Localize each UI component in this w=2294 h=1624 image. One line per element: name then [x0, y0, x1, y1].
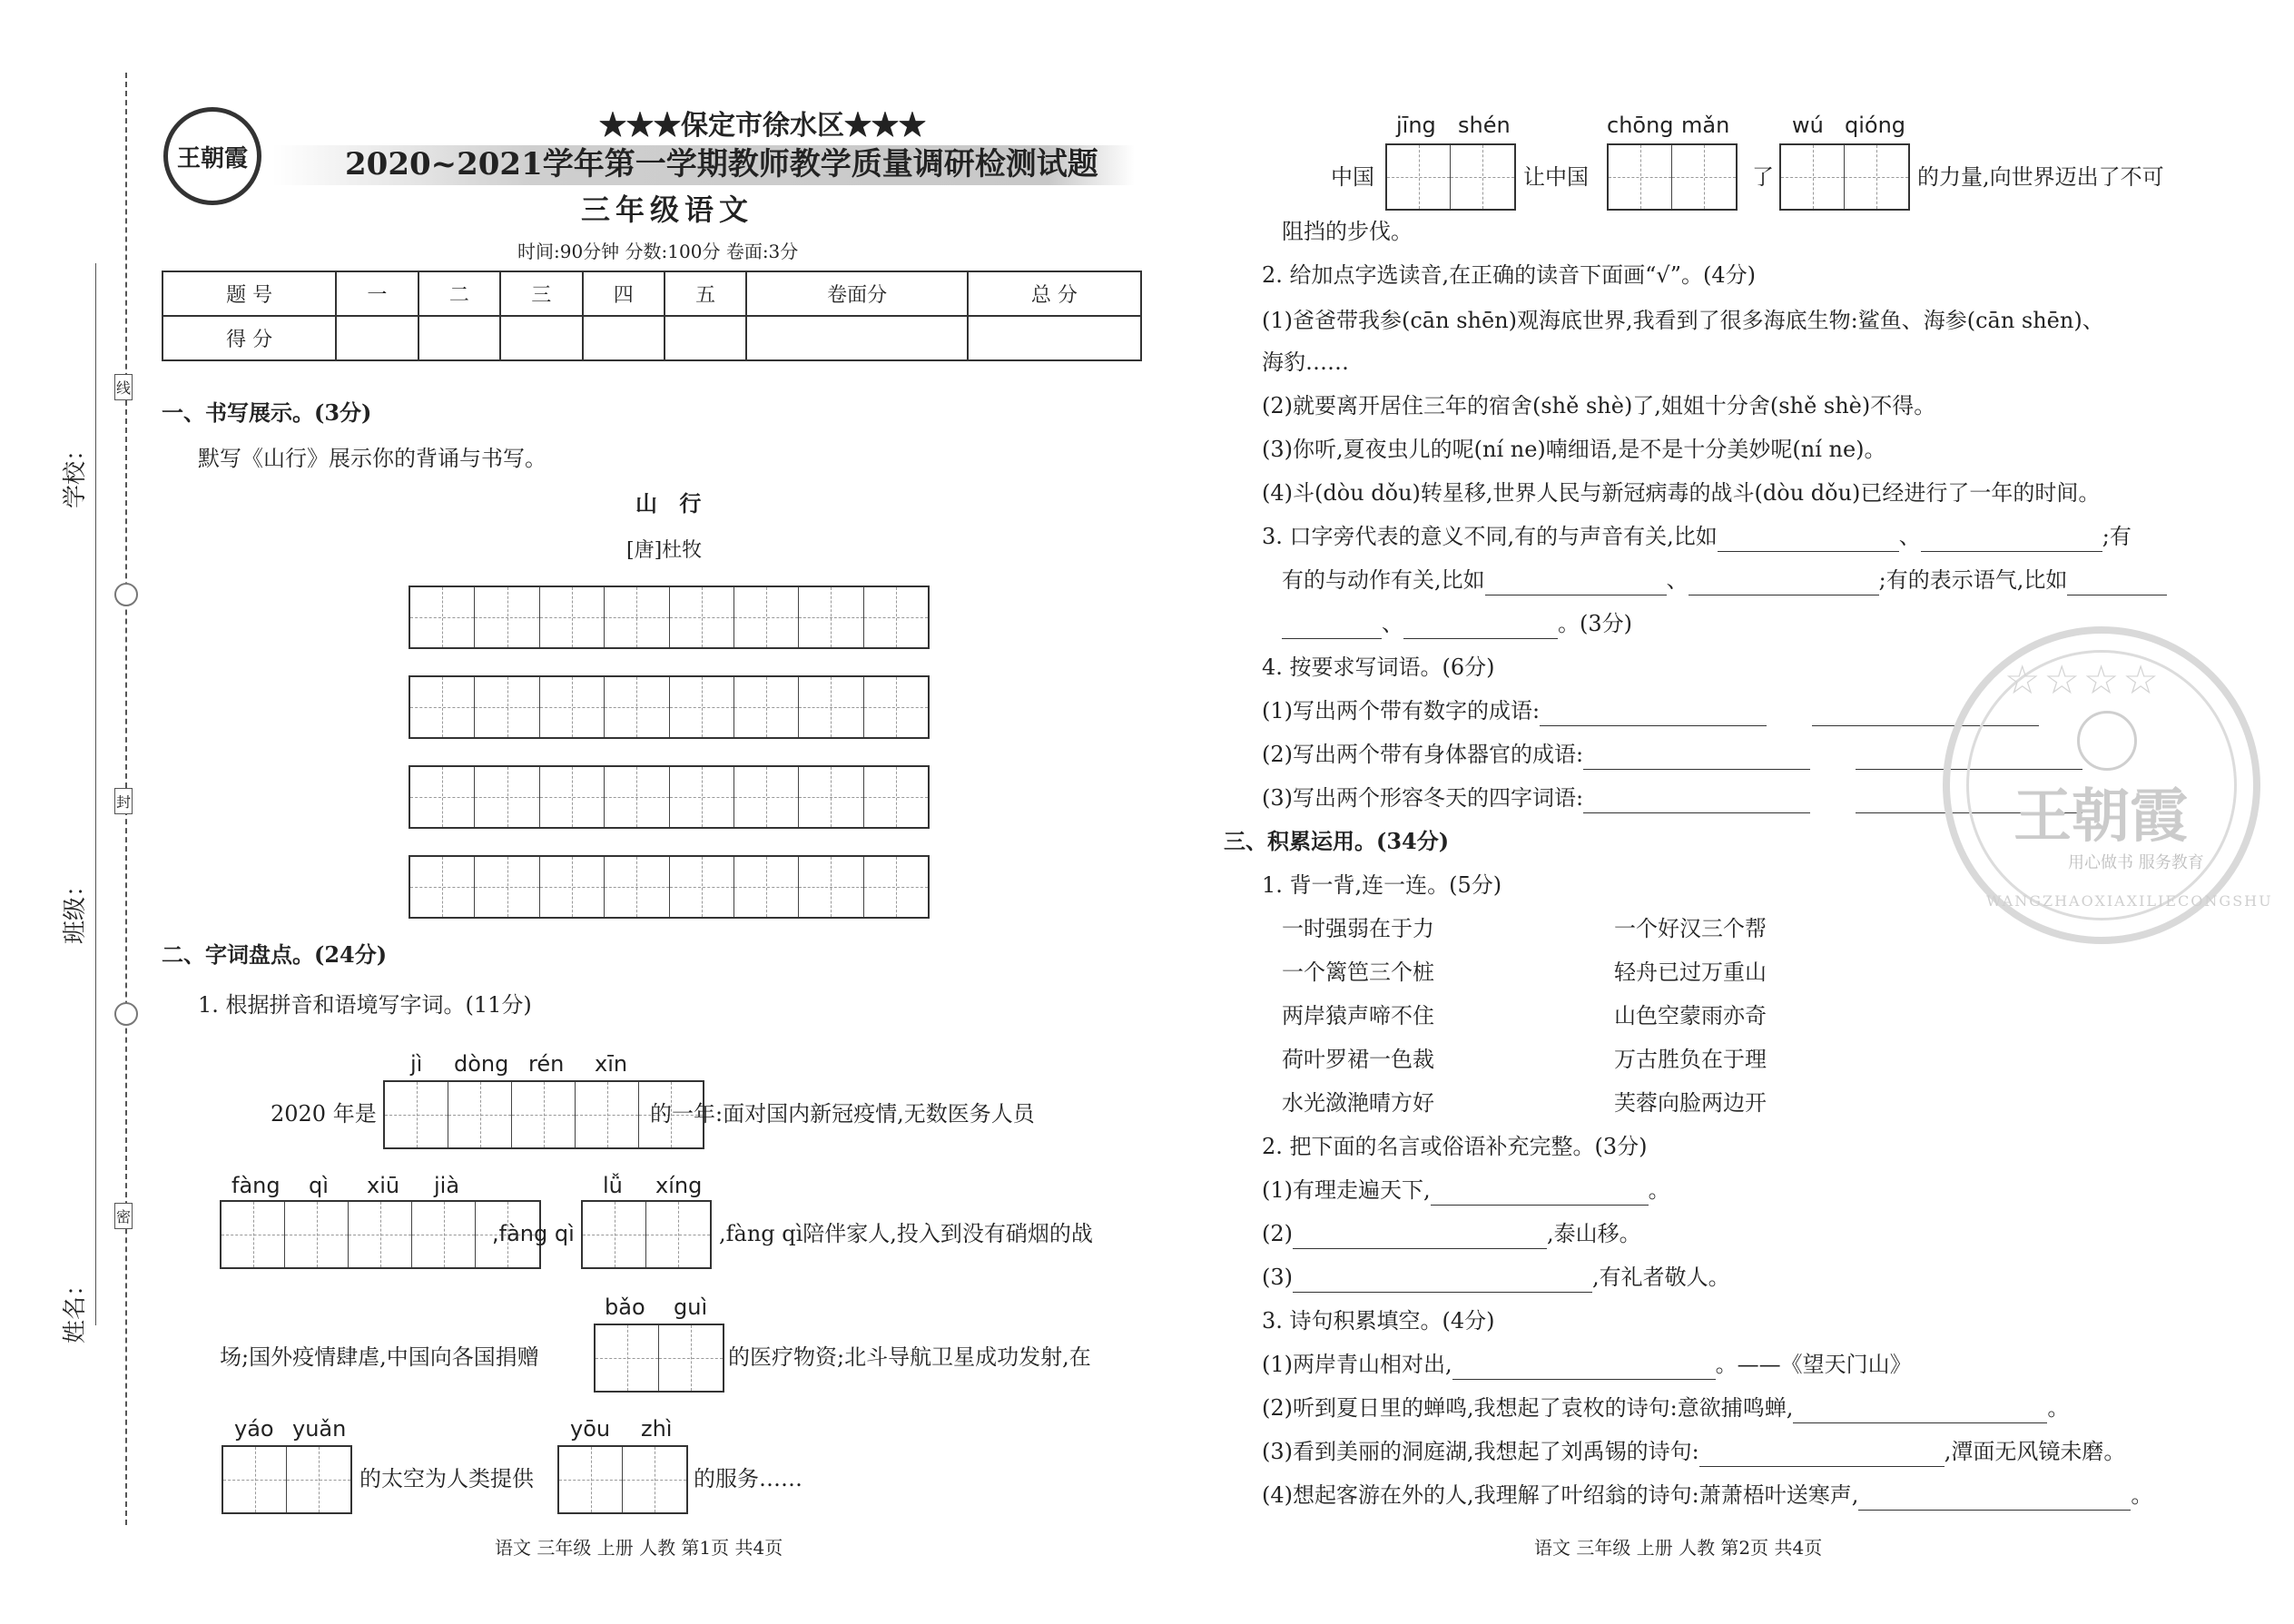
- match-left-5[interactable]: 水光潋滟晴方好: [1282, 1090, 1434, 1116]
- proverb-item-3: [1262, 1262, 1730, 1293]
- section1-heading: 一、书写展示。(3分): [162, 399, 372, 426]
- answer-blank[interactable]: [1583, 789, 1810, 813]
- score-cell[interactable]: [418, 316, 500, 360]
- q2-item-3: (3)你听,夏夜虫儿的呢(ní ne)喃细语,是不是十分美妙呢(ní ne)。: [1262, 437, 1886, 462]
- q3-text-a: 3. 口字旁代表的意义不同,有的与声音有关,比如: [1262, 524, 1718, 549]
- fill-heading: 3. 诗句积累填空。(4分): [1262, 1308, 1495, 1334]
- poem-writing-row[interactable]: [409, 675, 930, 739]
- logo-text: 王朝霞: [176, 144, 248, 172]
- right-page-footer: 语文 三年级 上册 人教 第2页 共4页: [1534, 1537, 1823, 1559]
- poem-writing-row[interactable]: [409, 855, 930, 919]
- answer-grid-youzhi[interactable]: [557, 1445, 688, 1514]
- answer-blank[interactable]: [1583, 745, 1810, 770]
- pinyin-ji: jì: [410, 1051, 423, 1077]
- answer-grid-lvxing[interactable]: [581, 1200, 712, 1269]
- fill-1-text: (1)两岸青山相对出,: [1262, 1352, 1452, 1377]
- match-right-2[interactable]: 轻舟已过万重山: [1614, 960, 1767, 985]
- pinyin-you: yōu: [570, 1416, 611, 1442]
- match-left-4[interactable]: 荷叶罗裙一色裁: [1282, 1047, 1434, 1072]
- proverb-item-2: [1262, 1218, 1641, 1249]
- score-cell: 总 分: [968, 271, 1141, 316]
- q2-item-2: (2)就要离开居住三年的宿舍(shě shè)了,姐姐十分舍(shě shè)不得。: [1262, 393, 1936, 418]
- seal-sub-text: 用心做书 服务教育: [2068, 853, 2204, 872]
- class-label: 班级：: [62, 872, 89, 944]
- score-cell[interactable]: [336, 316, 418, 360]
- answer-blank[interactable]: [1718, 527, 1899, 552]
- q4-item-1-label: (1)写出两个带有数字的成语:: [1262, 698, 1541, 723]
- r-line-suffix: 的力量,向世界迈出了不可: [1917, 164, 2164, 190]
- proverb-2-text: ,泰山移。: [1547, 1221, 1641, 1246]
- answer-grid-jingshen[interactable]: [1385, 143, 1516, 211]
- seal-avatar-icon: [2077, 711, 2137, 771]
- q3-line1: 3. 口字旁代表的意义不同,有的与声音有关,比如 、 ;有: [1262, 521, 2132, 552]
- answer-blank[interactable]: [1699, 1442, 1944, 1467]
- inline-pinyin-fangqi: ,fàng qì: [492, 1221, 575, 1246]
- answer-blank[interactable]: [1858, 1486, 2131, 1511]
- score-table-row: [162, 316, 1141, 360]
- answer-blank[interactable]: [1485, 571, 1667, 595]
- answer-grid-yaoyuan[interactable]: [222, 1445, 352, 1514]
- poem-title: 山 行: [635, 490, 709, 517]
- proverb-3-num: (3): [1262, 1265, 1293, 1290]
- pinyin-jing: jīng: [1396, 113, 1436, 138]
- score-cell[interactable]: [583, 316, 665, 360]
- region-title: ★★★保定市徐水区★★★: [599, 110, 926, 142]
- score-cell: 二: [418, 271, 500, 316]
- answer-blank[interactable]: [1921, 527, 2102, 552]
- pinyin-xiu: xiū: [367, 1173, 400, 1198]
- q4-item-3-label: (3)写出两个形容冬天的四字词语:: [1262, 785, 1584, 811]
- poem-author: [唐]杜牧: [626, 539, 703, 562]
- logo: [163, 107, 261, 205]
- answer-blank[interactable]: [1293, 1268, 1592, 1293]
- answer-blank[interactable]: [1540, 702, 1767, 726]
- name-label: 姓名：: [62, 1272, 89, 1343]
- pinyin-qi: qì: [309, 1173, 329, 1198]
- fill-item-1: [1262, 1349, 1912, 1380]
- score-cell[interactable]: [665, 316, 746, 360]
- section1-instruction: 默写《山行》展示你的背诵与书写。: [198, 446, 546, 471]
- q4-item-2-label: (2)写出两个带有身体器官的成语:: [1262, 742, 1584, 767]
- pinyin-gui: guì: [674, 1294, 708, 1320]
- q1-heading: 1. 根据拼音和语境写字词。(11分): [198, 992, 532, 1018]
- r-line-mid2: 了: [1752, 164, 1774, 190]
- pinyin-zhi: zhì: [641, 1416, 673, 1442]
- watermark-seal: [1943, 626, 2273, 944]
- answer-blank[interactable]: [1282, 615, 1382, 639]
- score-cell[interactable]: [968, 316, 1141, 360]
- r-line-prefix: 中国: [1331, 164, 1374, 190]
- answer-blank[interactable]: [1431, 1181, 1649, 1206]
- match-right-4[interactable]: 万古胜负在于理: [1614, 1047, 1767, 1072]
- score-cell: 题 号: [162, 271, 336, 316]
- score-cell: 卷面分: [746, 271, 967, 316]
- q3-line3: 、 。(3分): [1282, 608, 1632, 639]
- q3-text-d: 。(3分): [1558, 611, 1632, 636]
- pinyin-bao: bǎo: [605, 1294, 645, 1320]
- match-right-5[interactable]: 芙蓉向脸两边开: [1614, 1090, 1767, 1116]
- left-page-footer: 语文 三年级 上册 人教 第1页 共4页: [495, 1537, 783, 1559]
- proverb-1-text: (1)有理走遍天下,: [1262, 1177, 1431, 1203]
- pinyin-jia: jià: [434, 1173, 460, 1198]
- fill-2-text: (2)听到夏日里的蝉鸣,我想起了袁枚的诗句:意欲捕鸣蝉,: [1262, 1395, 1794, 1421]
- pinyin-wu: wú: [1792, 113, 1824, 138]
- r-line-mid1: 让中国: [1523, 164, 1589, 190]
- section2-heading: 二、字词盘点。(24分): [162, 941, 388, 968]
- r-line-continue: 阻挡的步伐。: [1282, 219, 1413, 244]
- answer-blank[interactable]: [1689, 571, 1879, 595]
- fill-item-3: [1262, 1436, 2125, 1467]
- proverb-2-num: (2): [1262, 1221, 1293, 1246]
- line4-suffix: 的服务……: [694, 1466, 802, 1491]
- pinyin-man: mǎn: [1681, 113, 1730, 138]
- pinyin-yuan: yuǎn: [292, 1416, 347, 1442]
- score-cell: 一: [336, 271, 418, 316]
- answer-grid-baogui[interactable]: [594, 1324, 724, 1393]
- answer-blank[interactable]: [1452, 1355, 1716, 1380]
- score-cell[interactable]: [746, 316, 967, 360]
- score-table-header-row: [162, 271, 1141, 316]
- q4-item-1: [1262, 695, 2039, 726]
- answer-grid-wuqiong[interactable]: [1779, 143, 1910, 211]
- fill-item-4: (4)想起客游在外的人,我理解了叶绍翁的诗句:萧萧梧叶送寒声, 。: [1262, 1480, 2152, 1511]
- match-left-2[interactable]: 一个篱笆三个桩: [1282, 960, 1434, 985]
- binding-mark-xian: 线: [114, 374, 133, 400]
- poem-writing-row[interactable]: [409, 765, 930, 829]
- answer-blank[interactable]: [1293, 1225, 1547, 1249]
- match-heading: 1. 背一背,连一连。(5分): [1262, 872, 1502, 898]
- binding-hole-top: [114, 583, 138, 606]
- line4-middle: 的太空为人类提供: [359, 1466, 534, 1491]
- q2-item-1: (1)爸爸带我参(cān shēn)观海底世界,我看到了很多海底生物:鲨鱼、海参(cān shēn)、: [1262, 308, 2104, 333]
- school-label: 学校：: [62, 437, 89, 508]
- line3-prefix: 场;国外疫情肆虐,中国向各国捐赠: [220, 1344, 539, 1370]
- q2-item-1-cont: 海豹……: [1262, 349, 1349, 375]
- binding-line-left: [95, 263, 96, 1325]
- fill-4-text: (4)想起客游在外的人,我理解了叶绍翁的诗句:萧萧梧叶送寒声,: [1262, 1482, 1859, 1508]
- pinyin-shen: shén: [1458, 113, 1511, 138]
- proverb-item-1: (1)有理走遍天下, 。: [1262, 1175, 1670, 1206]
- match-right-1[interactable]: 一个好汉三个帮: [1614, 916, 1767, 941]
- pinyin-ren: rén: [528, 1051, 565, 1077]
- seal-main-text: 王朝霞: [2013, 782, 2188, 851]
- binding-mark-feng: 封: [114, 788, 133, 814]
- answer-grid-chongman[interactable]: [1607, 143, 1738, 211]
- line1-prefix: 2020 年是: [271, 1101, 377, 1127]
- pinyin-qiong: qióng: [1845, 113, 1906, 138]
- answer-blank[interactable]: [1403, 615, 1558, 639]
- line1-suffix: 的一年:面对国内新冠疫情,无数医务人员: [650, 1101, 1035, 1127]
- exam-title: 2020~2021学年第一学期教师教学质量调研检测试题: [345, 146, 1098, 182]
- subject-title: 三年级语文: [581, 192, 754, 227]
- score-cell: 三: [500, 271, 582, 316]
- score-cell: 得 分: [162, 316, 336, 360]
- proverb-heading: 2. 把下面的名言或俗语补充完整。(3分): [1262, 1134, 1648, 1159]
- score-cell[interactable]: [500, 316, 582, 360]
- pinyin-xing: xíng: [655, 1173, 703, 1198]
- pinyin-fang: fàng: [231, 1173, 281, 1198]
- score-table: [162, 271, 1142, 361]
- q2-item-4: (4)斗(dòu dǒu)转星移,世界人民与新冠病毒的战斗(dòu dǒu)已经进行了一年的时间。: [1262, 480, 2101, 506]
- pinyin-lv: lǚ: [603, 1173, 623, 1198]
- answer-blank[interactable]: [2067, 571, 2167, 595]
- binding-mark-mi: 密: [114, 1203, 133, 1229]
- poem-writing-row[interactable]: [409, 586, 930, 649]
- pinyin-dong: dòng: [454, 1051, 509, 1077]
- fill-3-text: (3)看到美丽的洞庭湖,我想起了刘禹锡的诗句:: [1262, 1439, 1699, 1464]
- section3-heading: 三、积累运用。(34分): [1224, 828, 1450, 854]
- binding-hole-bottom: [114, 1002, 138, 1026]
- line2-suffix: ,fàng qì陪伴家人,投入到没有硝烟的战: [719, 1221, 1093, 1246]
- match-left-3[interactable]: 两岸猿声啼不住: [1282, 1003, 1434, 1029]
- fill-3-suffix: ,潭面无风镜未磨。: [1944, 1439, 2126, 1464]
- answer-blank[interactable]: [1793, 1399, 2047, 1423]
- q3-line2: 有的与动作有关,比如 、 ;有的表示语气,比如: [1282, 565, 2167, 595]
- exam-meta: 时间:90分钟 分数:100分 卷面:3分: [517, 241, 799, 262]
- fill-1-source: 。——《望天门山》: [1715, 1352, 1912, 1377]
- pinyin-xin: xīn: [595, 1051, 628, 1077]
- q3-text-c: ;有的表示语气,比如: [1878, 567, 2068, 593]
- match-left-1[interactable]: 一时强弱在于力: [1282, 916, 1434, 941]
- q4-heading: 4. 按要求写词语。(6分): [1262, 655, 1495, 680]
- score-cell: 五: [665, 271, 746, 316]
- seal-ring-text: WANGZHAOXIAXILIECONGSHU: [1986, 892, 2273, 910]
- q3-text-b: 有的与动作有关,比如: [1282, 567, 1485, 593]
- pinyin-yao: yáo: [234, 1416, 274, 1442]
- fill-item-2: (2)听到夏日里的蝉鸣,我想起了袁枚的诗句:意欲捕鸣蝉, 。: [1262, 1393, 2069, 1423]
- proverb-3-text: ,有礼者敬人。: [1592, 1265, 1730, 1290]
- q2-heading: 2. 给加点字选读音,在正确的读音下面画“√”。(4分): [1262, 262, 1756, 288]
- pinyin-chong: chōng: [1607, 113, 1674, 138]
- line3-suffix: 的医疗物资;北斗导航卫星成功发射,在: [728, 1344, 1091, 1370]
- match-right-3[interactable]: 山色空蒙雨亦奇: [1614, 1003, 1767, 1029]
- seal-star-icons: ☆☆☆☆: [2004, 657, 2162, 704]
- score-cell: 四: [583, 271, 665, 316]
